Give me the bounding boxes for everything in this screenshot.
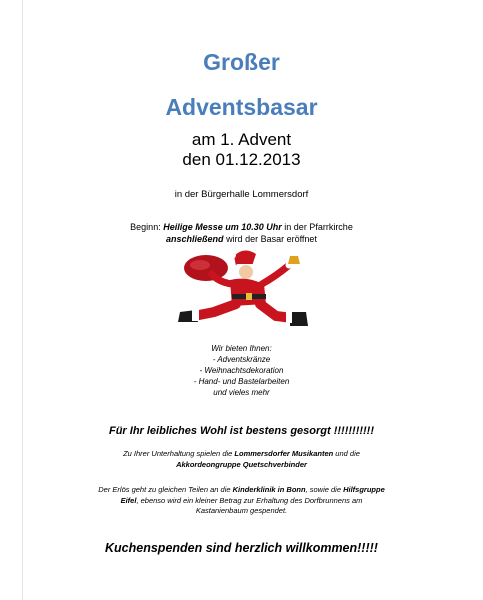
mass-text: Heilige Messe um 10.30 Uhr bbox=[163, 222, 282, 232]
after-text: wird der Basar eröffnet bbox=[226, 234, 317, 244]
offer-item: - Weihnachtsdekoration bbox=[199, 366, 284, 375]
proceeds-text-2: , sowie die bbox=[305, 485, 341, 494]
date-line-2: den 01.12.2013 bbox=[182, 150, 301, 169]
proceeds-org-2a: Hilfsgruppe bbox=[343, 485, 385, 494]
music-group-2: Akkordeongruppe Quetschverbinder bbox=[176, 459, 307, 469]
music-line-1 bbox=[0, 449, 483, 460]
proceeds-text-3: , ebenso wird ein kleiner Betrag zur Erhaltung des Dorfbrunnens am bbox=[136, 495, 363, 505]
offer-item: - Adventskränze bbox=[212, 355, 271, 364]
schedule-line-1 bbox=[0, 221, 483, 233]
music-info bbox=[0, 449, 483, 470]
running-santa-icon bbox=[172, 246, 312, 330]
title-line-1: Großer bbox=[203, 49, 280, 75]
music-text-2: und die bbox=[335, 449, 360, 458]
proceeds-info bbox=[0, 485, 483, 517]
proceeds-org-2b: Eifel bbox=[120, 495, 137, 505]
title-line-2: Adventsbasar bbox=[165, 94, 318, 120]
schedule-line-2 bbox=[0, 233, 483, 245]
venue-text: in der Bürgerhalle Lommersdorf bbox=[174, 189, 309, 200]
proceeds-line-2 bbox=[0, 496, 483, 507]
offers-list bbox=[0, 343, 483, 398]
proceeds-line-3: Kastanienbaum gespendet. bbox=[195, 506, 288, 515]
proceeds-org-1: Kinderklinik in Bonn bbox=[232, 485, 306, 494]
proceeds-line-1 bbox=[0, 485, 483, 496]
music-text: Zu Ihrer Unterhaltung spielen die bbox=[123, 449, 233, 458]
mass-location: in der Pfarrkirche bbox=[284, 222, 353, 232]
food-statement: Für Ihr leibliches Wohl ist bestens gesorgt !!!!!!!!!!! bbox=[108, 425, 375, 437]
begin-label: Beginn: bbox=[130, 222, 161, 232]
music-group-1: Lommersdorfer Musikanten bbox=[234, 449, 334, 458]
after-label: anschließend bbox=[166, 234, 224, 244]
cake-donations-statement: Kuchenspenden sind herzlich willkommen!!!!! bbox=[105, 541, 378, 555]
offers-intro: Wir bieten Ihnen: bbox=[211, 344, 272, 353]
proceeds-text-1: Der Erlös geht zu gleichen Teilen an die bbox=[98, 485, 231, 494]
offer-item: - Hand- und Bastelarbeiten bbox=[193, 377, 290, 386]
offer-item: und vieles mehr bbox=[213, 388, 270, 397]
date-line-1: am 1. Advent bbox=[191, 130, 292, 149]
